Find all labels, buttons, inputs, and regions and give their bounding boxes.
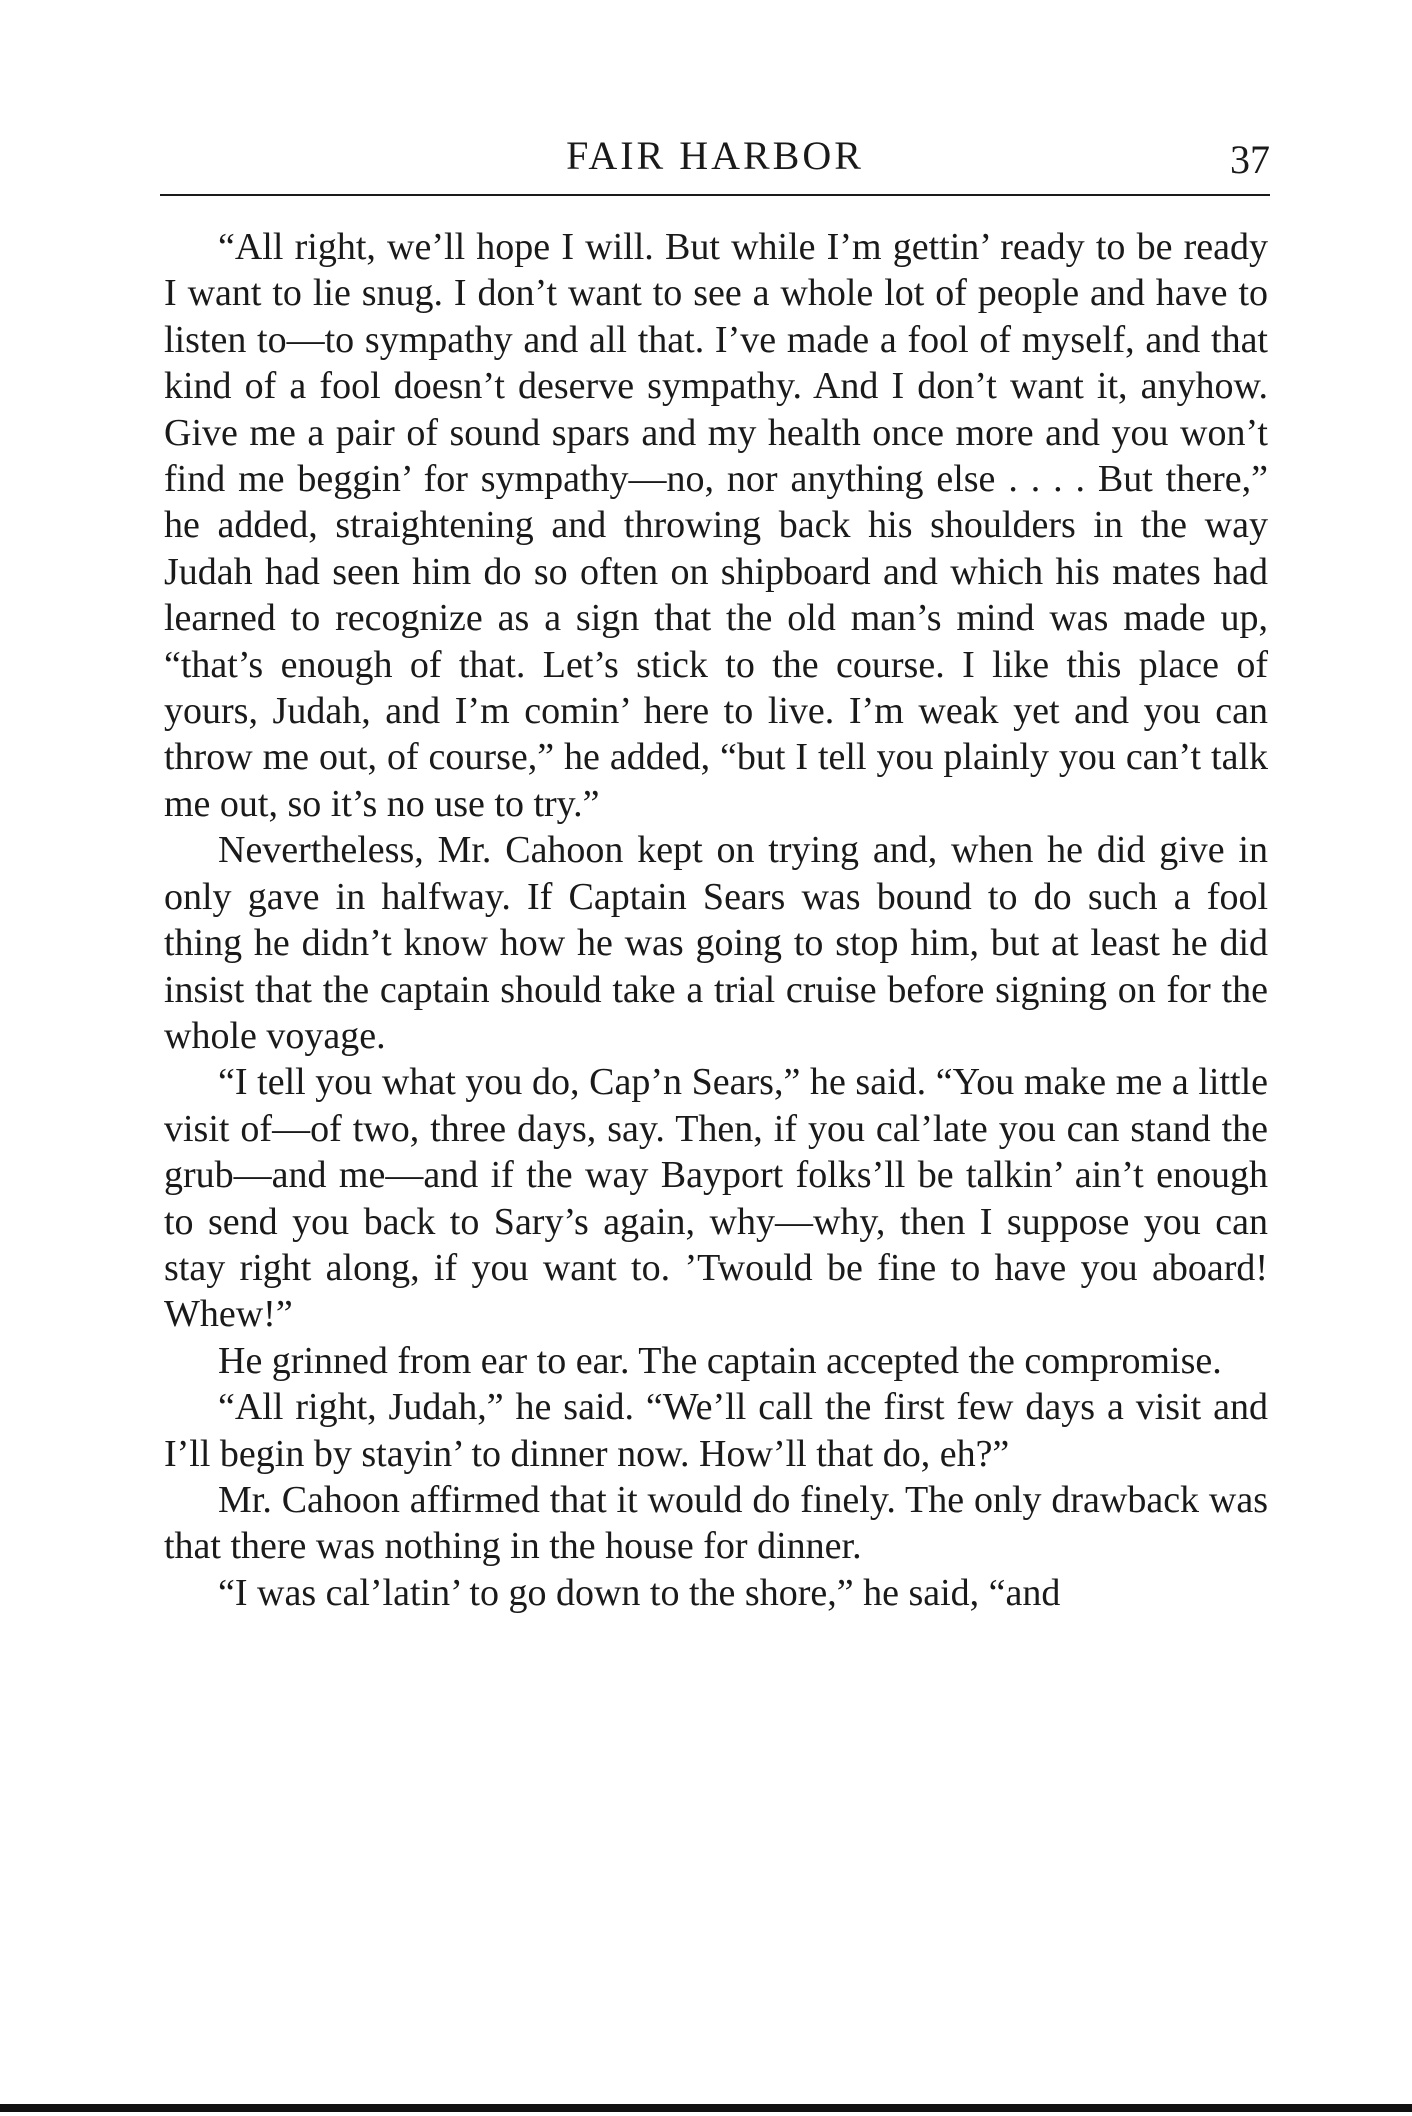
running-head bbox=[160, 132, 1270, 196]
page-number: 37 bbox=[1230, 137, 1270, 182]
paragraph: Nevertheless, Mr. Cahoon kept on trying and, when he did give in only gave in halfway. If Captain Sears was bound to do such a fool thing he didn’t know how he was going to stop him, but at least he did insist that the captain should take a trial cruise before signing on for the whole voyage. bbox=[164, 829, 1268, 1057]
paragraph: “I tell you what you do, Cap’n Sears,” he said. “You make me a little visit of—of two, three days, say. Then, if you cal’late you can stand the grub—and me—and if the way Bayport folks’ll be talkin’ ain’t enough to send you back to Sary’s again, why—why, then I suppose you can stay right along, if you want to. ’Twould be fine to have you aboard! Whew!” bbox=[164, 1061, 1268, 1336]
paragraph: “All right, Judah,” he said. “We’ll call the first few days a visit and I’ll begin by stayin’ to dinner now. How’ll that do, eh?” bbox=[164, 1386, 1268, 1475]
paragraph: “I was cal’latin’ to go down to the shore,” he said, “and bbox=[218, 1571, 1061, 1614]
paragraph: “All right, we’ll hope I will. But while I’m gettin’ ready to be ready I want to lie snug. I don’t want to see a whole lot of people and have to listen to—to sympathy and all that. I’ve made a fool of myself, and that kind of a fool doesn’t deserve sympathy. And I don’t want it, anyhow. Give me a pair of sound spars and my health once more and you won’t find me beggin’ for sympathy—no, nor anything else . . . . But there,” he added, straightening and throwing back his shoulders in the way Judah had seen him do so often on shipboard and which his mates had learned to recognize as a sign that the old man’s mind was made up, “that’s enough of that. Let’s stick to the course. I like this place of yours, Judah, and I’m comin’ here to live. I’m weak yet and you can throw me out, of course,” he added, “but I tell you plainly you can’t talk me out, so it’s no use to try.” bbox=[164, 226, 1268, 825]
running-title: FAIR HARBOR bbox=[566, 133, 864, 178]
paragraph: Mr. Cahoon affirmed that it would do finely. The only drawback was that there was nothing in the house for dinner. bbox=[164, 1478, 1268, 1568]
paragraph: He grinned from ear to ear. The captain accepted the compromise. bbox=[218, 1339, 1222, 1382]
body-text bbox=[164, 224, 1268, 1616]
page-bottom-edge bbox=[0, 2104, 1412, 2112]
